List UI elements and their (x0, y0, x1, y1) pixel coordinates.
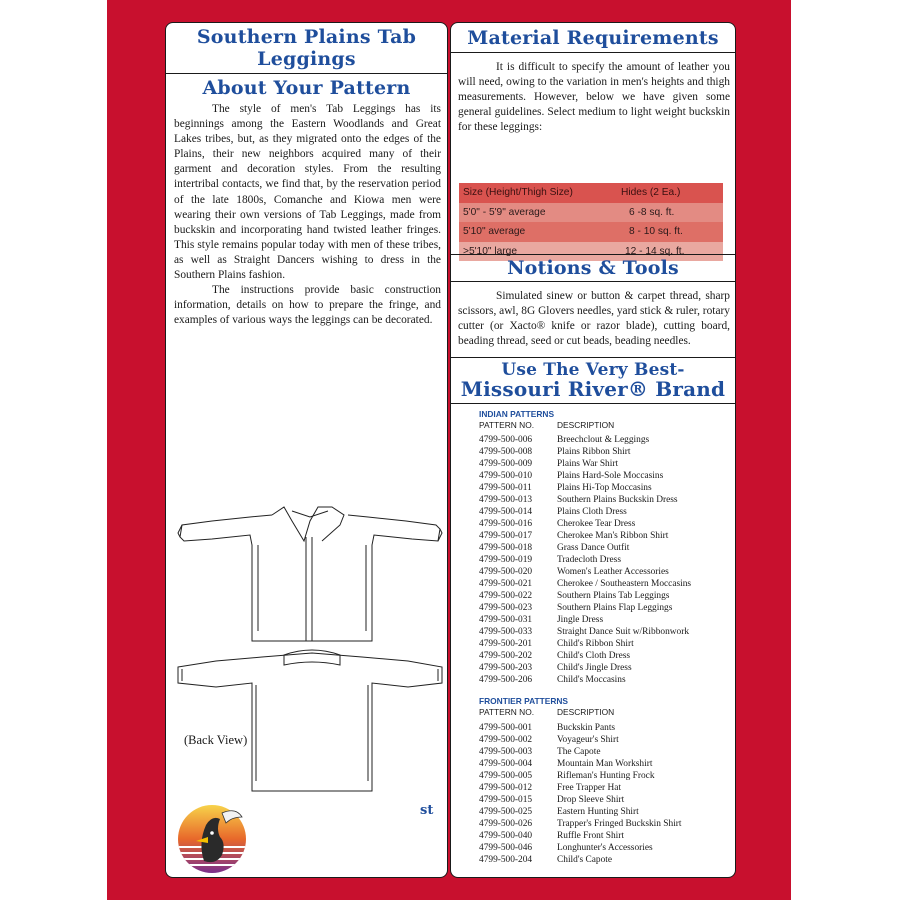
brand-divider-top (451, 357, 735, 358)
pattern-no-header: PATTERN NO. (479, 707, 535, 717)
pattern-number: 4799-500-009 (479, 459, 533, 469)
about-text (174, 102, 441, 328)
pattern-number: 4799-500-008 (479, 447, 533, 457)
list-item (479, 578, 729, 590)
notions-divider-bottom (451, 281, 735, 282)
frontier-pattern-list (479, 722, 729, 866)
pattern-number: 4799-500-003 (479, 747, 533, 757)
about-paragraph-1: The style of men's Tab Leggings has its beginnings among the Eastern Woodlands and Great Lakes tribes, but, as they migrated onto the edges of the Plains, their new neighbors acquired many of their garment and decoration styles. From the resulting intertribal contacts, we find that, by the reservation period of the late 1800s, Comanche and Kiowa men were wearing their own versions of Tab Leggings, made from buckskin and incorporating hand twisted leather fringes. This style remains popular today with men of these tribes, as well as Straight Dancers wishing to dress in the Southern Plains fashion. (174, 103, 441, 282)
pattern-description: Child's Ribbon Shirt (557, 639, 634, 649)
pattern-description: Plains Hard-Sole Moccasins (557, 471, 664, 481)
list-item (479, 794, 729, 806)
shirt-illustration (172, 481, 444, 801)
pattern-number: 4799-500-202 (479, 651, 533, 661)
pattern-description: Plains Cloth Dress (557, 507, 627, 517)
pattern-number: 4799-500-019 (479, 555, 533, 565)
pattern-number: 4799-500-040 (479, 831, 533, 841)
pattern-description: Rifleman's Hunting Frock (557, 771, 655, 781)
notions-text: Simulated sinew or button & carpet thread, sharp scissors, awl, 8G Glovers needles, yard stick & ruler, rotary cutter (or Xacto® knife or razor blade), cutting board, beading thread, seed or cut beads, beading needles. (458, 290, 730, 348)
material-heading: Material Requirements (467, 27, 719, 49)
pattern-number: 4799-500-018 (479, 543, 533, 553)
brand-line2: Missouri River® Brand (460, 377, 726, 401)
pattern-description: Jingle Dress (557, 615, 604, 625)
pattern-title-line2: Leggings (257, 48, 356, 70)
list-item (479, 494, 729, 506)
indian-column-headers (479, 420, 615, 430)
pattern-description: Southern Plains Buckskin Dress (557, 495, 678, 505)
hides-cell: 6 -8 sq. ft. (607, 203, 723, 223)
list-item (479, 542, 729, 554)
list-item (479, 434, 729, 446)
pattern-description: Women's Leather Accessories (557, 567, 669, 577)
pattern-number: 4799-500-015 (479, 795, 533, 805)
list-item (479, 842, 729, 854)
about-paragraph-2: The instructions provide basic construction information, details on how to prepare the fringe, and examples of various ways the leggings can be decorated. (174, 284, 441, 327)
pattern-number: 4799-500-002 (479, 735, 533, 745)
indian-patterns-label: INDIAN PATTERNS (479, 409, 555, 419)
pattern-number: 4799-500-026 (479, 819, 533, 829)
pattern-number: 4799-500-203 (479, 663, 533, 673)
pattern-description: Voyageur's Shirt (557, 735, 619, 745)
list-item (479, 746, 729, 758)
table-row (459, 222, 723, 242)
list-item (479, 590, 729, 602)
pattern-description: Plains Ribbon Shirt (557, 447, 631, 457)
notions-heading: Notions & Tools (507, 257, 679, 279)
size-column-header: Size (Height/Thigh Size) (459, 183, 607, 203)
pattern-number: 4799-500-021 (479, 579, 533, 589)
pattern-description: Eastern Hunting Shirt (557, 807, 639, 817)
list-item (479, 518, 729, 530)
pattern-description: Child's Cloth Dress (557, 651, 631, 661)
pattern-description: Cherokee / Southeastern Moccasins (557, 579, 692, 589)
pattern-number: 4799-500-014 (479, 507, 533, 517)
material-divider (451, 52, 735, 53)
size-cell: >5'10" large (459, 242, 607, 262)
list-item (479, 662, 729, 674)
pattern-description: Straight Dance Suit w/Ribbonwork (557, 627, 690, 637)
list-item (479, 854, 729, 866)
pattern-description: Mountain Man Workshirt (557, 759, 653, 769)
list-item (479, 770, 729, 782)
pattern-number: 4799-500-011 (479, 483, 532, 493)
pattern-description: Southern Plains Tab Leggings (557, 591, 670, 601)
pattern-description: Plains War Shirt (557, 459, 619, 469)
list-item (479, 614, 729, 626)
pattern-number: 4799-500-004 (479, 759, 533, 769)
pattern-number: 4799-500-022 (479, 591, 533, 601)
pattern-number: 4799-500-023 (479, 603, 533, 613)
left-panel (165, 22, 448, 878)
pattern-number: 4799-500-025 (479, 807, 533, 817)
frontier-column-headers (479, 707, 615, 717)
material-table-header (459, 183, 723, 203)
pattern-number: 4799-500-006 (479, 435, 533, 445)
table-row (459, 203, 723, 223)
hides-cell: 12 - 14 sq. ft. (607, 242, 723, 262)
list-item (479, 482, 729, 494)
pattern-description: Ruffle Front Shirt (557, 831, 625, 841)
list-item (479, 638, 729, 650)
faded-text: st (420, 803, 434, 818)
list-item (479, 674, 729, 686)
list-item (479, 782, 729, 794)
pattern-description: Breechclout & Leggings (557, 435, 650, 445)
about-heading: About Your Pattern (202, 77, 411, 99)
list-item (479, 446, 729, 458)
pattern-number: 4799-500-016 (479, 519, 533, 529)
list-item (479, 458, 729, 470)
pattern-description: Drop Sleeve Shirt (557, 795, 625, 805)
pattern-number: 4799-500-001 (479, 723, 533, 733)
pattern-description: Tradecloth Dress (557, 555, 621, 565)
list-item (479, 554, 729, 566)
pattern-number: 4799-500-046 (479, 843, 533, 853)
pattern-number: 4799-500-031 (479, 615, 533, 625)
pattern-title-line1: Southern Plains Tab (196, 26, 417, 48)
list-item (479, 818, 729, 830)
title-divider (166, 73, 447, 74)
back-view-label: (Back View) (184, 733, 248, 747)
list-item (479, 530, 729, 542)
list-item (479, 470, 729, 482)
pattern-description: Buckskin Pants (557, 723, 616, 733)
pattern-number: 4799-500-204 (479, 855, 533, 865)
pattern-number: 4799-500-005 (479, 771, 533, 781)
pattern-number: 4799-500-017 (479, 531, 533, 541)
brand-line1: Use The Very Best- (501, 360, 685, 380)
pattern-description: Southern Plains Flap Leggings (557, 603, 673, 613)
size-cell: 5'10" average (459, 222, 607, 242)
notions-divider-top (451, 254, 735, 255)
pattern-number: 4799-500-206 (479, 675, 533, 685)
pattern-number: 4799-500-033 (479, 627, 533, 637)
list-item (479, 650, 729, 662)
pattern-description: Cherokee Man's Ribbon Shirt (557, 531, 669, 541)
hides-cell: 8 - 10 sq. ft. (607, 222, 723, 242)
hides-column-header: Hides (2 Ea.) (607, 183, 723, 203)
pattern-description: Longhunter's Accessories (557, 843, 653, 853)
list-item (479, 602, 729, 614)
list-item (479, 806, 729, 818)
pattern-description: Child's Moccasins (557, 675, 626, 685)
pattern-description: Plains Hi-Top Moccasins (557, 483, 652, 493)
list-item (479, 626, 729, 638)
brand-divider-bottom (451, 403, 735, 404)
pattern-description: Child's Capote (557, 855, 613, 865)
description-header: DESCRIPTION (557, 707, 615, 717)
list-item (479, 734, 729, 746)
pattern-number: 4799-500-012 (479, 783, 533, 793)
pattern-no-header: PATTERN NO. (479, 420, 535, 430)
pattern-number: 4799-500-020 (479, 567, 533, 577)
list-item (479, 722, 729, 734)
pattern-number: 4799-500-013 (479, 495, 533, 505)
list-item (479, 566, 729, 578)
pattern-number: 4799-500-010 (479, 471, 533, 481)
right-panel (450, 22, 736, 878)
pattern-description: The Capote (557, 747, 601, 757)
pattern-description: Child's Jingle Dress (557, 663, 632, 673)
material-table (459, 183, 723, 261)
list-item (479, 830, 729, 842)
pattern-number: 4799-500-201 (479, 639, 533, 649)
pattern-description: Trapper's Fringed Buckskin Shirt (557, 819, 682, 829)
pattern-description: Cherokee Tear Dress (557, 519, 636, 529)
pattern-description: Grass Dance Outfit (557, 543, 630, 553)
pattern-description: Free Trapper Hat (557, 783, 622, 793)
eagle-feather-logo-icon (176, 803, 248, 875)
material-intro: It is difficult to specify the amount of leather you will need, owing to the variation in men's heights and thigh measurements. However, below we have given some general guidelines. Select medium to light weight buckskin for these leggings: (458, 61, 730, 134)
description-header: DESCRIPTION (557, 420, 615, 430)
size-cell: 5'0" - 5'9" average (459, 203, 607, 223)
frontier-patterns-label: FRONTIER PATTERNS (479, 696, 569, 706)
list-item (479, 506, 729, 518)
pattern-title (166, 26, 447, 70)
list-item (479, 758, 729, 770)
indian-pattern-list (479, 434, 729, 686)
